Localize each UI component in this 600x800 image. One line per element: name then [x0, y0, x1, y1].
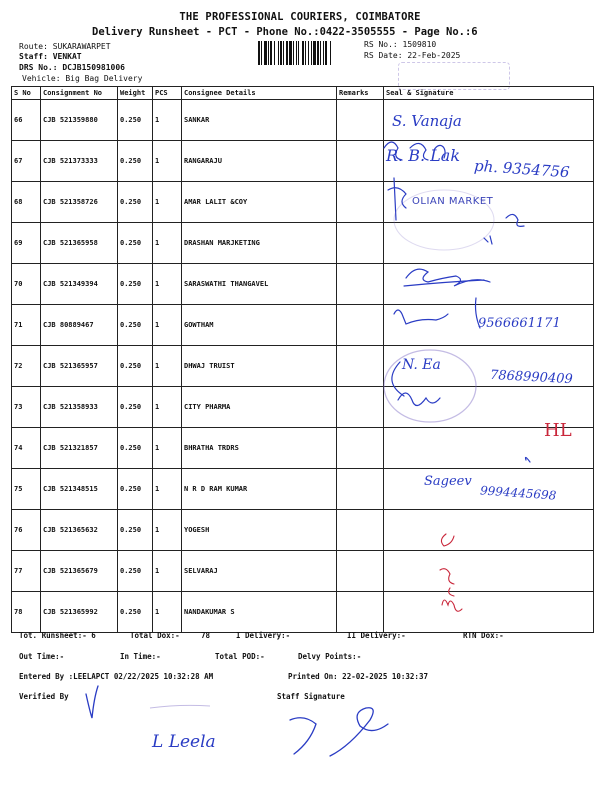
handwriting-row-66: S. Vanaja — [392, 112, 462, 130]
row-remarks-text — [339, 428, 381, 444]
signature-leela: L Leela — [152, 732, 216, 752]
row-remarks-text — [339, 264, 381, 280]
row-consignee-text: CITY PHARMA — [184, 403, 231, 411]
route-label: Route: SUKARAWARPET — [19, 42, 111, 51]
out-time: Out Time:- — [19, 652, 65, 661]
table-row — [12, 346, 594, 387]
row-remarks-text — [339, 305, 381, 321]
row-consignee-text: N R D RAM KUMAR — [184, 485, 248, 493]
row-seal-signature-text — [386, 346, 591, 362]
row-consignment-no-text: CJB 521365958 — [43, 239, 98, 247]
row-pcs — [153, 182, 182, 223]
row-consignment-no-text: CJB 521349394 — [43, 280, 98, 288]
row-seal-signature — [384, 428, 594, 469]
row-weight-text: 0.250 — [120, 239, 142, 247]
row-seal-signature — [384, 305, 594, 346]
barcode-bar — [320, 41, 321, 65]
row-pcs — [153, 592, 182, 633]
row-sno-text: 69 — [14, 239, 23, 247]
row-seal-signature — [384, 223, 594, 264]
row-seal-signature — [384, 264, 594, 305]
row-sno-text: 70 — [14, 280, 23, 288]
staff-label: Staff: VENKAT — [19, 52, 82, 61]
row-remarks — [337, 387, 384, 428]
barcode-bar — [311, 41, 312, 65]
row-consignment-no-text: CJB 521365992 — [43, 608, 98, 616]
row-seal-signature-text — [386, 305, 591, 321]
table-row — [12, 387, 594, 428]
row-pcs-text: 1 — [155, 485, 160, 493]
i-delivery: I Delivery:- — [236, 631, 291, 640]
row-weight — [118, 264, 153, 305]
row-consignment-no — [41, 305, 118, 346]
row-consignee-text: SARASWATHI THANGAVEL — [184, 280, 269, 288]
row-remarks-text — [339, 551, 381, 567]
table-header-row — [12, 87, 594, 100]
row-pcs — [153, 428, 182, 469]
row-pcs-text: 1 — [155, 403, 160, 411]
row-consignee-text: SELVARAJ — [184, 567, 218, 575]
row-consignment-no-text: CJB 521358726 — [43, 198, 98, 206]
row-pcs — [153, 346, 182, 387]
barcode-bar — [317, 41, 319, 65]
row-consignee — [182, 264, 337, 305]
row-consignment-no — [41, 469, 118, 510]
row-consignee-text: RANGARAJU — [184, 157, 222, 165]
row-remarks-text — [339, 592, 381, 608]
barcode-bar — [296, 41, 297, 65]
row-consignment-no — [41, 551, 118, 592]
row-consignment-no-text: CJB 521321857 — [43, 444, 98, 452]
row-sno — [12, 592, 41, 633]
row-seal-signature-text — [386, 264, 591, 280]
barcode-bar — [305, 41, 306, 65]
delvy-points: Delvy Points:- — [298, 652, 362, 661]
row-sno-text: 76 — [14, 526, 23, 534]
row-seal-signature-text — [386, 100, 591, 116]
row-weight — [118, 387, 153, 428]
row-remarks-text — [339, 346, 381, 362]
row-consignment-no-text: CJB 521359880 — [43, 116, 98, 124]
row-remarks — [337, 510, 384, 551]
company-title: THE PROFESSIONAL COURIERS, COIMBATORE — [179, 11, 421, 23]
ii-delivery: II Delivery:- — [347, 631, 406, 640]
row-remarks — [337, 100, 384, 141]
row-sno — [12, 346, 41, 387]
row-seal-signature-text — [386, 592, 591, 608]
row-pcs-text: 1 — [155, 157, 160, 165]
row-sno — [12, 264, 41, 305]
row-sno-text: 75 — [14, 485, 23, 493]
row-consignment-no-text: CJB 80889467 — [43, 321, 94, 329]
table-row — [12, 428, 594, 469]
row-sno — [12, 305, 41, 346]
row-pcs-text: 1 — [155, 567, 160, 575]
row-weight-text: 0.250 — [120, 321, 142, 329]
row-weight-text: 0.250 — [120, 608, 142, 616]
row-consignee — [182, 469, 337, 510]
row-sno — [12, 387, 41, 428]
row-weight-text: 0.250 — [120, 567, 142, 575]
row-pcs — [153, 469, 182, 510]
row-weight-text: 0.250 — [120, 444, 142, 452]
total-dox-label: Total Dox:- — [130, 631, 180, 640]
row-remarks — [337, 264, 384, 305]
row-remarks — [337, 428, 384, 469]
handwriting-row-72-phone: 7868990409 — [489, 367, 574, 388]
row-pcs-text: 1 — [155, 362, 160, 370]
row-weight — [118, 346, 153, 387]
rtn-dox: RTN Dox:- — [463, 631, 504, 640]
row-weight — [118, 592, 153, 633]
row-pcs — [153, 100, 182, 141]
row-sno-text: 72 — [14, 362, 23, 370]
row-consignment-no-text: CJB 521365632 — [43, 526, 98, 534]
table-row — [12, 592, 594, 633]
barcode-bar — [313, 41, 316, 65]
entered-by: Entered By :LEELAPCT 02/22/2025 10:32:28 AM — [19, 672, 214, 681]
row-consignee-text: SANKAR — [184, 116, 210, 124]
row-sno — [12, 223, 41, 264]
row-seal-signature-text — [386, 223, 591, 239]
row-consignee-text: YOGESH — [184, 526, 210, 534]
table-row — [12, 182, 594, 223]
row-weight-text: 0.250 — [120, 157, 142, 165]
row-weight-text: 0.250 — [120, 116, 142, 124]
row-sno-text: 67 — [14, 157, 23, 165]
row-consignee — [182, 428, 337, 469]
row-remarks-text — [339, 141, 381, 157]
row-remarks-text — [339, 387, 381, 403]
staff-signature-label: Staff Signature — [277, 692, 345, 701]
row-seal-signature — [384, 387, 594, 428]
barcode-bar — [280, 41, 282, 65]
row-sno-text: 73 — [14, 403, 23, 411]
barcode-bar — [298, 41, 299, 65]
row-consignment-no-text: CJB 521358933 — [43, 403, 98, 411]
row-consignee-text: BHRATHA TRDRS — [184, 444, 239, 452]
table-row — [12, 469, 594, 510]
row-sno — [12, 428, 41, 469]
barcode-bar — [330, 41, 331, 65]
col-weight: Weight — [118, 87, 153, 100]
row-pcs-text: 1 — [155, 198, 160, 206]
handwriting-row-71-phone: 9566661171 — [478, 316, 561, 331]
handwriting-row-75: Sageev — [424, 474, 472, 489]
runsheet-subtitle: Delivery Runsheet - PCT - Phone No.:0422-3505555 - Page No.:6 — [92, 26, 478, 38]
tot-runsheet: Tot. Runsheet:- 6 — [19, 631, 96, 640]
row-sno — [12, 182, 41, 223]
row-consignee-text: DRASHAN MARJKETING — [184, 239, 260, 247]
row-pcs-text: 1 — [155, 608, 160, 616]
row-consignee — [182, 223, 337, 264]
table-row — [12, 100, 594, 141]
row-seal-signature — [384, 469, 594, 510]
row-sno — [12, 469, 41, 510]
row-remarks — [337, 305, 384, 346]
row-seal-signature — [384, 182, 594, 223]
col-remarks: Remarks — [337, 87, 384, 100]
handwriting-row-67-phone: ph. 9354756 — [473, 156, 571, 182]
row-consignment-no — [41, 182, 118, 223]
verified-by: Verified By — [19, 692, 69, 701]
row-remarks-text — [339, 469, 381, 485]
col-sno: S No — [12, 87, 41, 100]
row-remarks — [337, 182, 384, 223]
barcode-bar — [289, 41, 292, 65]
row-weight — [118, 305, 153, 346]
row-consignee — [182, 182, 337, 223]
col-pcs: PCS — [153, 87, 182, 100]
table-row — [12, 141, 594, 182]
row-pcs-text: 1 — [155, 280, 160, 288]
row-consignee — [182, 551, 337, 592]
handwriting-row-75-phone: 9994445698 — [479, 483, 557, 503]
row-weight-text: 0.250 — [120, 198, 142, 206]
row-seal-signature — [384, 141, 594, 182]
row-sno — [12, 551, 41, 592]
table-row — [12, 264, 594, 305]
row-pcs-text: 1 — [155, 239, 160, 247]
row-sno-text: 77 — [14, 567, 23, 575]
row-remarks — [337, 551, 384, 592]
row-consignment-no — [41, 428, 118, 469]
barcode-bar — [261, 41, 262, 65]
barcode-bar — [258, 41, 260, 65]
row-weight — [118, 469, 153, 510]
barcode-bar — [264, 41, 267, 65]
row-remarks-text — [339, 182, 381, 198]
total-pod: Total POD:- — [215, 652, 265, 661]
row-weight — [118, 100, 153, 141]
barcode-bar — [274, 41, 275, 65]
row-seal-signature — [384, 346, 594, 387]
in-time: In Time:- — [120, 652, 161, 661]
row-consignee-text: AMAR LALIT &COY — [184, 198, 248, 206]
row-remarks-text — [339, 223, 381, 239]
barcode — [258, 41, 358, 65]
row-seal-signature-text — [386, 510, 591, 526]
row-weight — [118, 182, 153, 223]
table-row — [12, 551, 594, 592]
drs-number: DRS No.: DCJB150981006 — [19, 63, 125, 72]
row-consignee — [182, 387, 337, 428]
total-dox-value: 78 — [201, 631, 211, 640]
runsheet-table — [11, 86, 594, 633]
row-seal-signature-text — [386, 551, 591, 567]
row-remarks — [337, 592, 384, 633]
row-remarks — [337, 469, 384, 510]
row-consignment-no — [41, 100, 118, 141]
row-consignee — [182, 141, 337, 182]
col-consignment: Consignment No — [41, 87, 118, 100]
row-consignee — [182, 100, 337, 141]
row-pcs-text: 1 — [155, 526, 160, 534]
barcode-bar — [308, 41, 309, 65]
row-consignment-no — [41, 592, 118, 633]
row-remarks-text — [339, 100, 381, 116]
row-pcs-text: 1 — [155, 116, 160, 124]
row-pcs — [153, 223, 182, 264]
row-seal-signature — [384, 551, 594, 592]
row-consignee — [182, 346, 337, 387]
row-seal-signature-text — [386, 428, 591, 444]
row-consignment-no-text: CJB 521365679 — [43, 567, 98, 575]
barcode-bar — [268, 41, 269, 65]
barcode-bar — [283, 41, 284, 65]
row-weight — [118, 551, 153, 592]
row-seal-signature-text — [386, 387, 591, 403]
row-consignment-no — [41, 264, 118, 305]
handwriting-row-74: HL — [544, 420, 572, 441]
row-weight-text: 0.250 — [120, 362, 142, 370]
barcode-bar — [270, 41, 272, 65]
row-sno — [12, 100, 41, 141]
row-sno-text: 71 — [14, 321, 23, 329]
row-consignment-no — [41, 141, 118, 182]
row-pcs — [153, 510, 182, 551]
row-pcs — [153, 264, 182, 305]
row-consignment-no — [41, 223, 118, 264]
row-weight — [118, 223, 153, 264]
col-consignee: Consignee Details — [182, 87, 337, 100]
row-sno — [12, 141, 41, 182]
col-seal-signature: Seal & Signature — [384, 87, 594, 100]
row-consignee — [182, 510, 337, 551]
row-consignee — [182, 592, 337, 633]
row-pcs-text: 1 — [155, 444, 160, 452]
barcode-bar — [293, 41, 294, 65]
row-consignment-no — [41, 346, 118, 387]
row-seal-signature-text — [386, 141, 591, 157]
printed-on: Printed On: 22-02-2025 10:32:37 — [288, 672, 428, 681]
row-seal-signature-text — [386, 469, 591, 485]
barcode-bar — [286, 41, 288, 65]
row-seal-signature — [384, 100, 594, 141]
table-row — [12, 223, 594, 264]
barcode-bar — [323, 41, 324, 65]
row-consignment-no-text: CJB 521365957 — [43, 362, 98, 370]
handwriting-row-68-stamp: OLIAN MARKET — [412, 196, 494, 207]
row-weight-text: 0.250 — [120, 526, 142, 534]
row-sno — [12, 510, 41, 551]
vehicle-label: Vehicle: Big Bag Delivery — [22, 74, 143, 83]
row-remarks — [337, 346, 384, 387]
table-row — [12, 510, 594, 551]
barcode-bar — [302, 41, 304, 65]
row-sno-text: 66 — [14, 116, 23, 124]
row-remarks — [337, 141, 384, 182]
row-pcs — [153, 387, 182, 428]
barcode-bar — [278, 41, 279, 65]
row-seal-signature — [384, 592, 594, 633]
handwriting-row-72: N. Ea — [402, 357, 441, 373]
row-consignee — [182, 305, 337, 346]
row-seal-signature-text — [386, 182, 591, 198]
rs-number: RS No.: 1509810 — [364, 40, 437, 49]
row-pcs — [153, 551, 182, 592]
row-weight-text: 0.250 — [120, 403, 142, 411]
table-row — [12, 305, 594, 346]
row-pcs — [153, 141, 182, 182]
row-consignment-no — [41, 387, 118, 428]
row-consignee-text: NANDAKUMAR S — [184, 608, 235, 616]
row-seal-signature — [384, 510, 594, 551]
row-pcs-text: 1 — [155, 321, 160, 329]
row-sno-text: 74 — [14, 444, 23, 452]
row-consignment-no-text: CJB 521373333 — [43, 157, 98, 165]
barcode-bar — [325, 41, 327, 65]
rs-date: RS Date: 22-Feb-2025 — [364, 51, 461, 60]
row-consignment-no — [41, 510, 118, 551]
row-sno-text: 68 — [14, 198, 23, 206]
row-remarks-text — [339, 510, 381, 526]
row-sno-text: 78 — [14, 608, 23, 616]
row-consignee-text: DHWAJ TRUIST — [184, 362, 235, 370]
handwriting-row-67: R. B. Lak — [386, 146, 461, 165]
row-weight — [118, 510, 153, 551]
row-weight — [118, 428, 153, 469]
row-pcs — [153, 305, 182, 346]
row-weight-text: 0.250 — [120, 485, 142, 493]
row-remarks — [337, 223, 384, 264]
row-weight-text: 0.250 — [120, 280, 142, 288]
row-consignment-no-text: CJB 521348515 — [43, 485, 98, 493]
row-weight — [118, 141, 153, 182]
row-consignee-text: GOWTHAM — [184, 321, 214, 329]
